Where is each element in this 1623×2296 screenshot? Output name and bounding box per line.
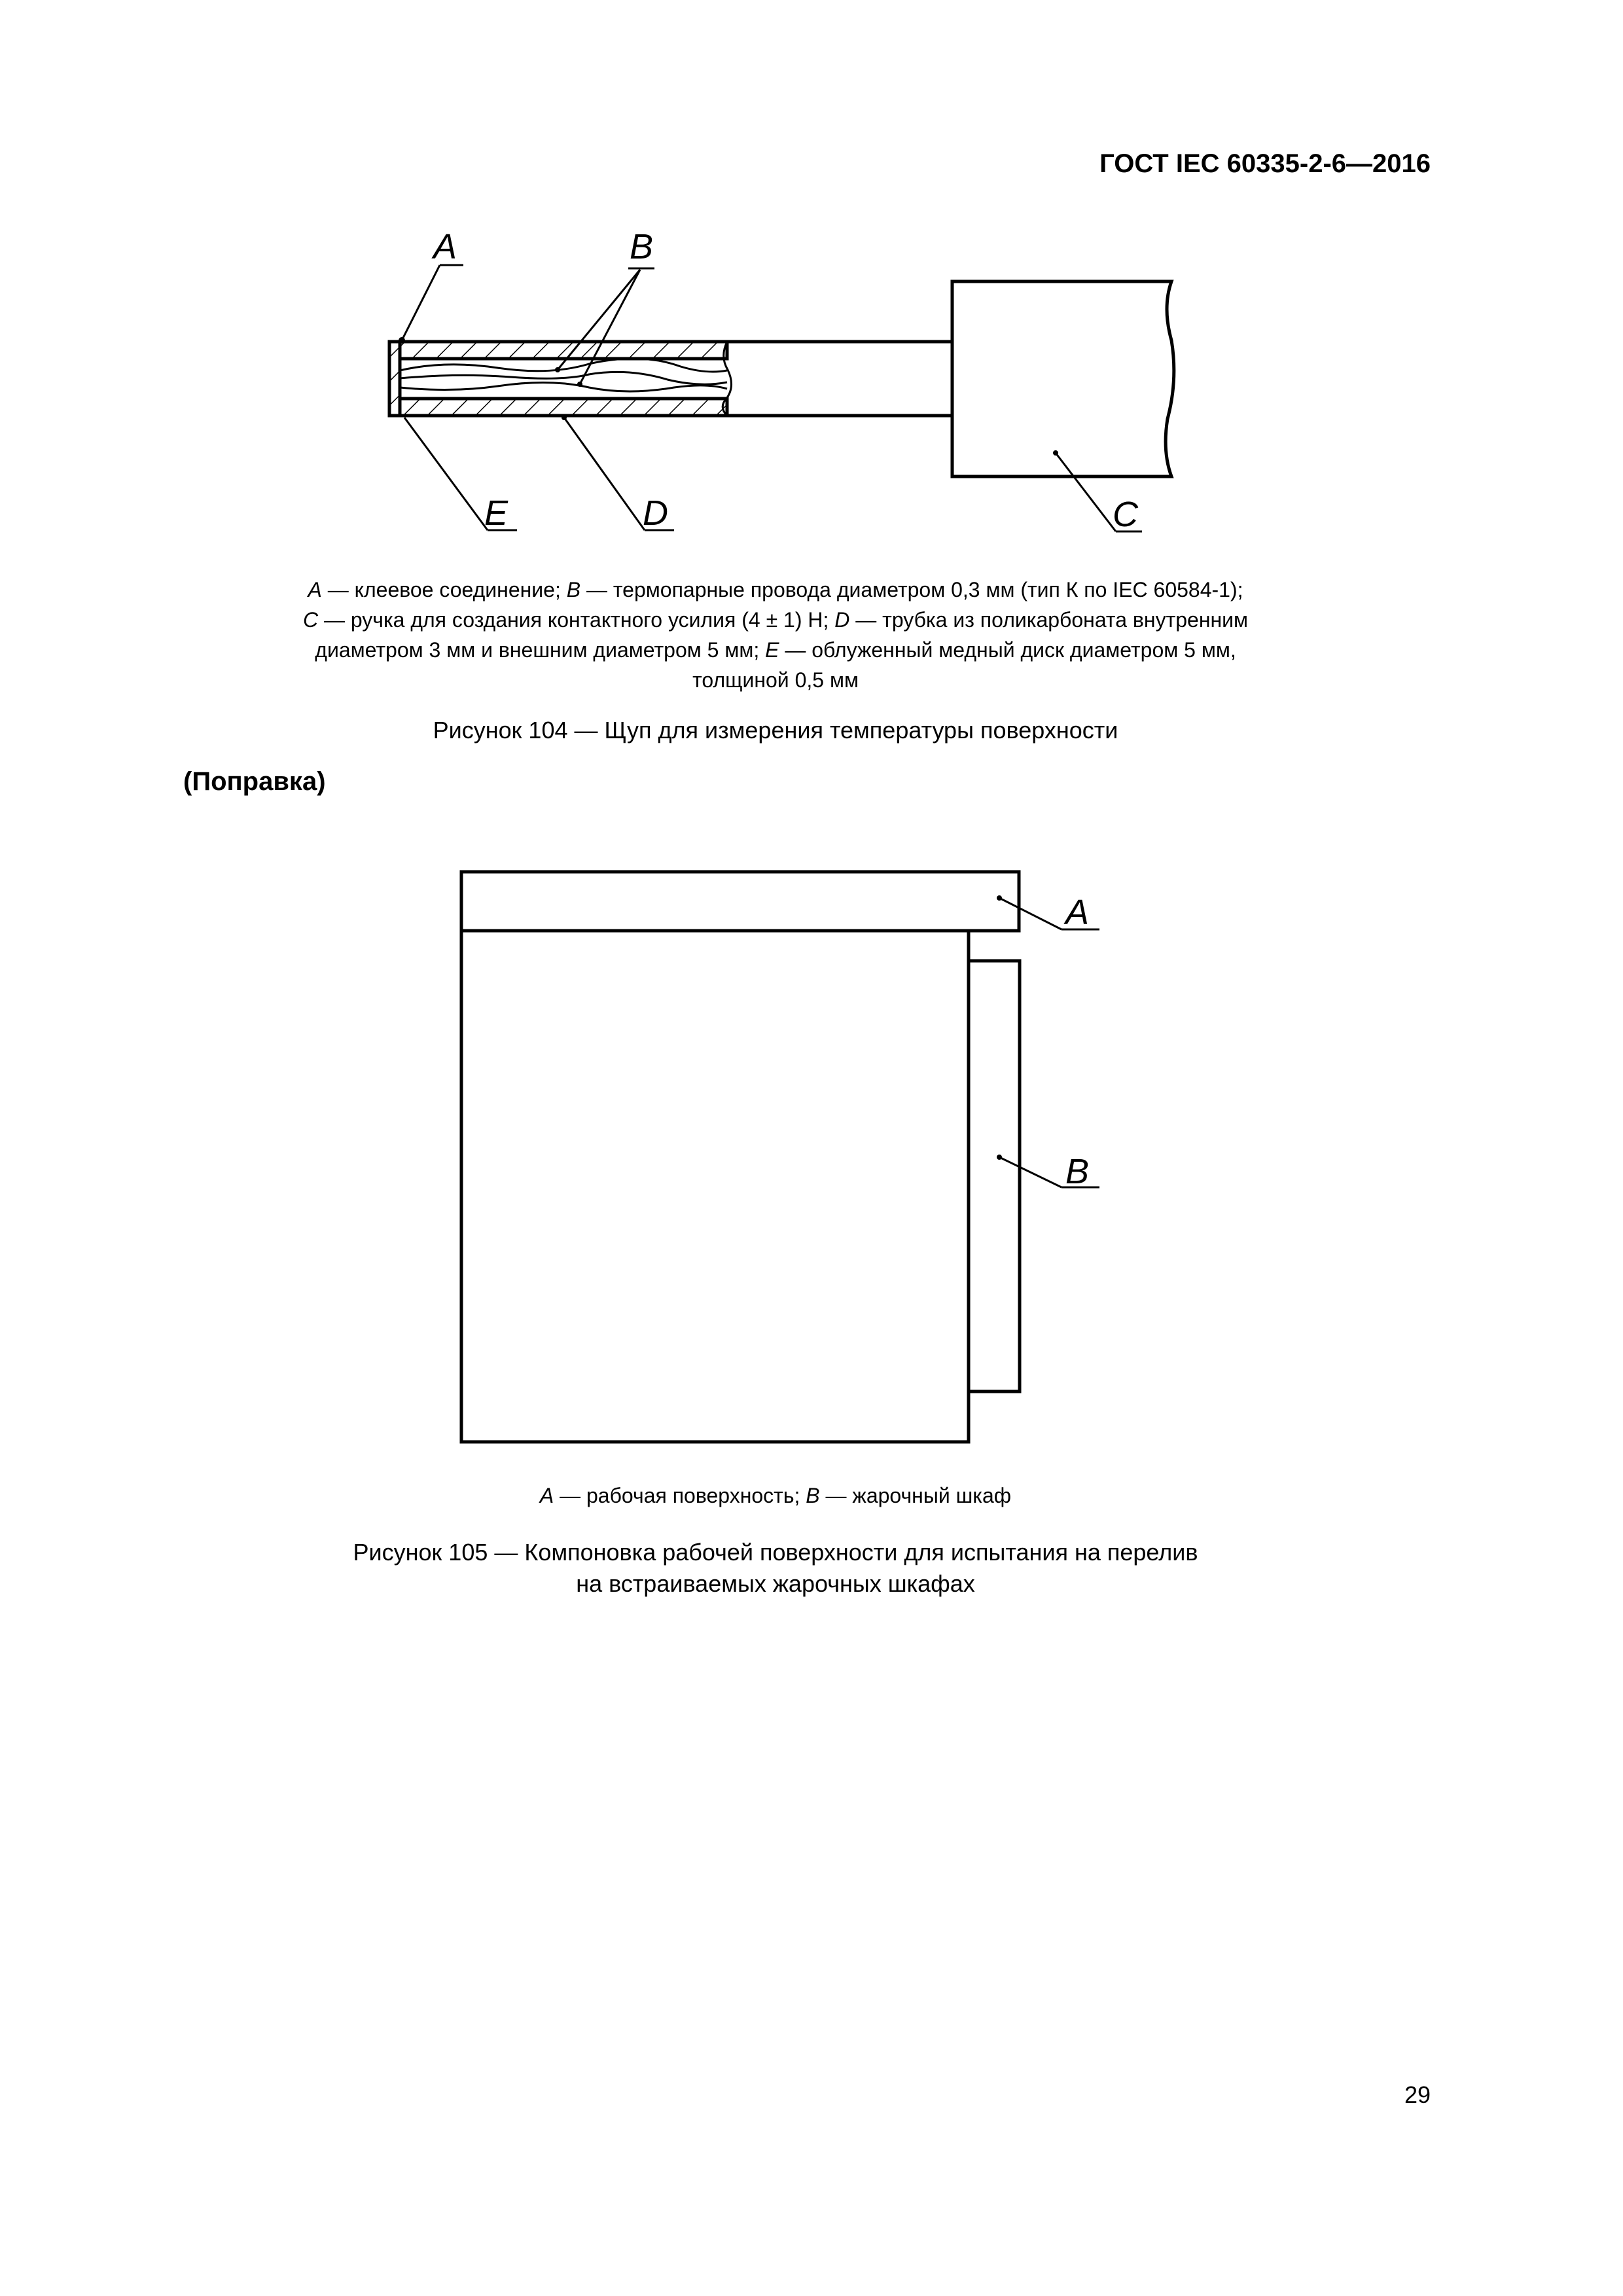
label-c-104: C (1113, 495, 1138, 534)
label-a-105: A (1065, 893, 1090, 932)
figure-105-caption-line1: Рисунок 105 — Компоновка рабочей поверхности для испытания на перелив (353, 1539, 1198, 1566)
amendment-label: (Поправка) (183, 767, 326, 796)
document-header: ГОСТ IEC 60335-2-6—2016 (1099, 149, 1431, 178)
figure-104-caption: Рисунок 104 — Щуп для измерения температуры поверхности (433, 717, 1118, 744)
cabinet-body (461, 931, 969, 1442)
label-e-104: E (484, 493, 508, 533)
label-b-105: B (1065, 1152, 1090, 1191)
label-d-104: D (643, 493, 668, 533)
work-surface-a (461, 872, 1019, 931)
figure-105-caption (0, 1537, 1551, 1600)
label-b-104: B (630, 227, 654, 266)
label-a-104: A (433, 227, 457, 266)
oven-b (969, 961, 1020, 1391)
figure-105-legend: A — рабочая поверхность; B — жарочный шкаф (539, 1484, 1012, 1507)
figure-104-legend: A — клеевое соединение; B — термопарные провода диаметром 0,3 мм (тип К по IEC 60584-1); C — ручка для создания контактного усилия (4 ± 1) Н; D — трубка из поликарбоната внутренним диаметром 3 мм и внешним диаметром 5 мм; E — облуженный медный диск диаметром 5 мм, толщиной 0,5 мм (302, 578, 1249, 692)
figure-105-caption-line2: на встраиваемых жарочных шкафах (576, 1570, 975, 1597)
page-number: 29 (1404, 2081, 1431, 2108)
